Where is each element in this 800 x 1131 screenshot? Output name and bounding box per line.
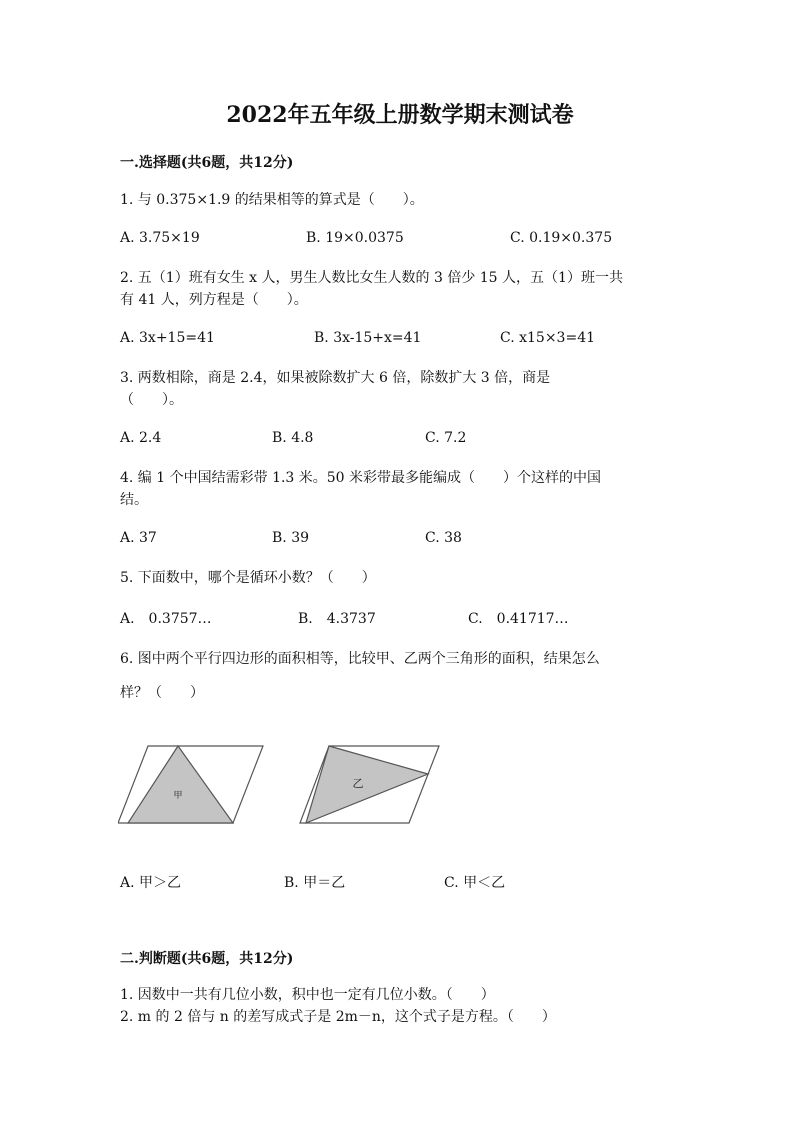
question-1-option-a: A. 3.75×19 [120, 230, 200, 246]
question-1-text: 1. 与 0.375×1.9 的结果相等的算式是（ ）。 [120, 192, 424, 208]
question-5-option-c: C. 0.41717… [468, 611, 569, 627]
question-5-option-b: B. 4.3737 [298, 611, 376, 627]
question-4-option-c: C. 38 [425, 530, 462, 546]
question-2-option-c: C. x15×3=41 [500, 330, 596, 346]
triangle-yi-label: 乙 [352, 777, 364, 790]
question-2-option-b: B. 3x-15+x=41 [314, 330, 422, 346]
question-4-option-b: B. 39 [272, 530, 310, 546]
section-2-heading: 二.判断题(共6题，共12分) [120, 951, 294, 967]
question-3-option-c: C. 7.2 [425, 430, 467, 446]
section-1-heading: 一.选择题(共6题，共12分) [120, 155, 294, 171]
page-title: 2022年五年级上册数学期末测试卷 [226, 102, 574, 128]
question-3-option-b: B. 4.8 [272, 430, 314, 446]
question-1-option-b: B. 19×0.0375 [306, 230, 404, 246]
question-3-text-line-2: （ ）。 [120, 392, 183, 408]
question-6-option-c: C. 甲＜乙 [444, 875, 506, 891]
parallelogram-figure [118, 738, 448, 828]
judgement-question-1: 1. 因数中一共有几位小数，积中也一定有几位小数。（ ） [120, 987, 495, 1003]
question-4-text-line-2: 结。 [120, 492, 148, 508]
question-3-option-a: A. 2.4 [120, 430, 162, 446]
question-4-option-a: A. 37 [120, 530, 157, 546]
triangle-jia-label: 甲 [173, 791, 183, 801]
judgement-question-2: 2. m 的 2 倍与 n 的差写成式子是 2m－n，这个式子是方程。（ ） [120, 1009, 556, 1025]
question-6-option-b: B. 甲＝乙 [284, 875, 346, 891]
question-3-text-line-1: 3. 两数相除，商是 2.4，如果被除数扩大 6 倍，除数扩大 3 倍，商是 [120, 370, 551, 386]
question-4-text-line-1: 4. 编 1 个中国结需彩带 1.3 米。50 米彩带最多能编成（ ）个这样的中国 [120, 470, 602, 486]
question-6-text-line-2: 样？（ ） [120, 685, 204, 701]
question-2-text-line-2: 有 41 人，列方程是（ ）。 [120, 292, 308, 308]
question-6-option-a: A. 甲＞乙 [120, 875, 182, 891]
question-1-option-c: C. 0.19×0.375 [510, 230, 613, 246]
question-5-text: 5. 下面数中，哪个是循环小数？（ ） [120, 570, 376, 586]
question-2-option-a: A. 3x+15=41 [120, 330, 215, 346]
question-2-text-line-1: 2. 五（1）班有女生 x 人，男生人数比女生人数的 3 倍少 15 人，五（1）班一共 [120, 270, 623, 286]
question-6-text-line-1: 6. 图中两个平行四边形的面积相等，比较甲、乙两个三角形的面积，结果怎么 [120, 651, 600, 667]
question-5-option-a: A. 0.3757… [120, 611, 212, 627]
